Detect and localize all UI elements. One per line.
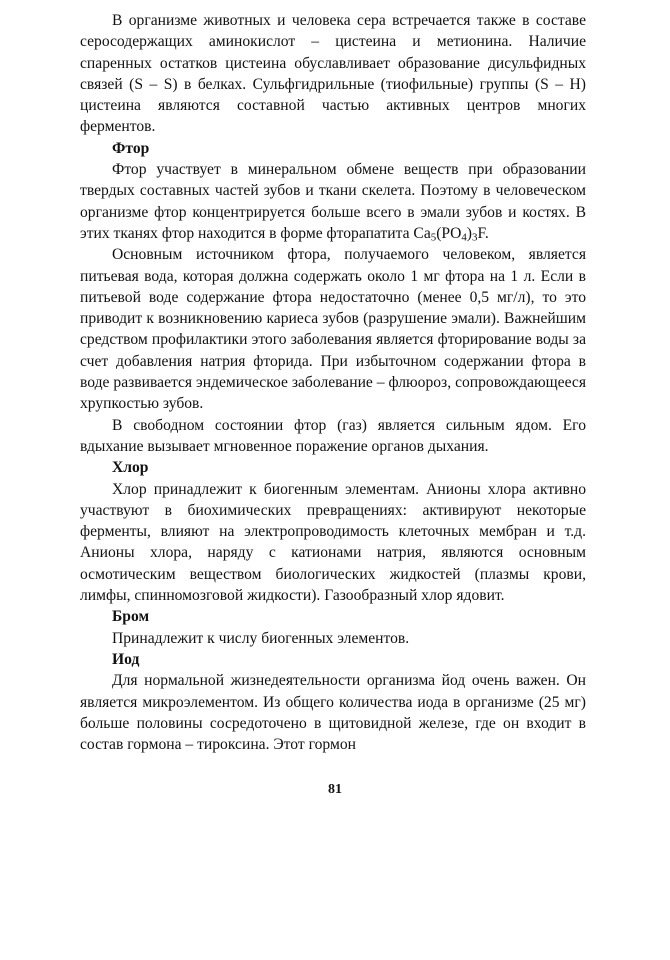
heading-bromine: Бром xyxy=(112,608,150,626)
paragraph-fluorine-mineral-text: Фтор участвует в минеральном обмене веществ при образовании твердых составных частей зубов и ткани скелета. Поэтому в человеческом организме фтор концентрируется больше всего в эмали зубов и костях. В этих тканях фтор находится в форме фторапатита xyxy=(80,161,586,242)
paragraph-chlorine: Хлор принадлежит к биогенным элементам. Анионы хлора активно участвуют в биохимических превращениях: активируют некоторые ферменты, влияют на электропроводимость клеточных мембран и т.д. Анионы хлора, наряду с катионами натрия, являются основным осмотическим веществом биологических жидкостей (плазмы крови, лимфы, спинномозговой жидкости). Газообразный хлор ядовит. xyxy=(80,480,586,605)
paragraph-fluorine-gas: В свободном состоянии фтор (газ) является сильным ядом. Его вдыхание вызывает мгновенное поражение органов дыхания. xyxy=(80,416,586,455)
heading-iodine: Иод xyxy=(112,650,140,668)
paragraph-fluorine-water: Основным источником фтора, получаемого человеком, является питьевая вода, которая должна содержать около 1 мг фтора на 1 л. Если в питьевой воде содержание фтора недостаточно (менее 0,5 мг/л), то это приводит к возникновению кариеса зубов (разрушение эмали). Важнейшим средством профилактики этого заболевания является фторирование воды за счет добавления натрия фторида. При избыточном содержании фтора в воде развивается эндемическое заболевание – флюороз, сопровождающееся хрупкостью зубов. xyxy=(80,246,586,413)
page-number: 81 xyxy=(328,782,342,797)
paragraph-sulfur: В организме животных и человека сера встречается также в составе серосодержащих аминокислот – цистеина и метионина. Наличие спаренных остатков цистеина обуславливает образование дисульфидных связей (S – S) в белках. Сульфгидрильные (тиофильные) группы (S – H) цистеина являются составной частью активных центров многих ферментов. xyxy=(80,12,586,136)
paragraph-fluorine-mineral xyxy=(80,159,586,244)
heading-fluorine: Фтор xyxy=(112,139,150,157)
paragraph-bromine: Принадлежит к числу биогенных элементов. xyxy=(112,629,410,647)
heading-chlorine: Хлор xyxy=(112,459,149,477)
paragraph-iodine: Для нормальной жизнедеятельности организма йод очень важен. Он является микроэлементом. Из общего количества иода в организме (25 мг) больше половины сосредоточено в щитовидной железе, где он входит в состав гормона – тироксина. Этот гормон xyxy=(80,672,586,754)
fluorapatite-formula: $Ca_5(PO_4)_3F$. xyxy=(413,224,489,244)
page-body xyxy=(80,10,586,755)
